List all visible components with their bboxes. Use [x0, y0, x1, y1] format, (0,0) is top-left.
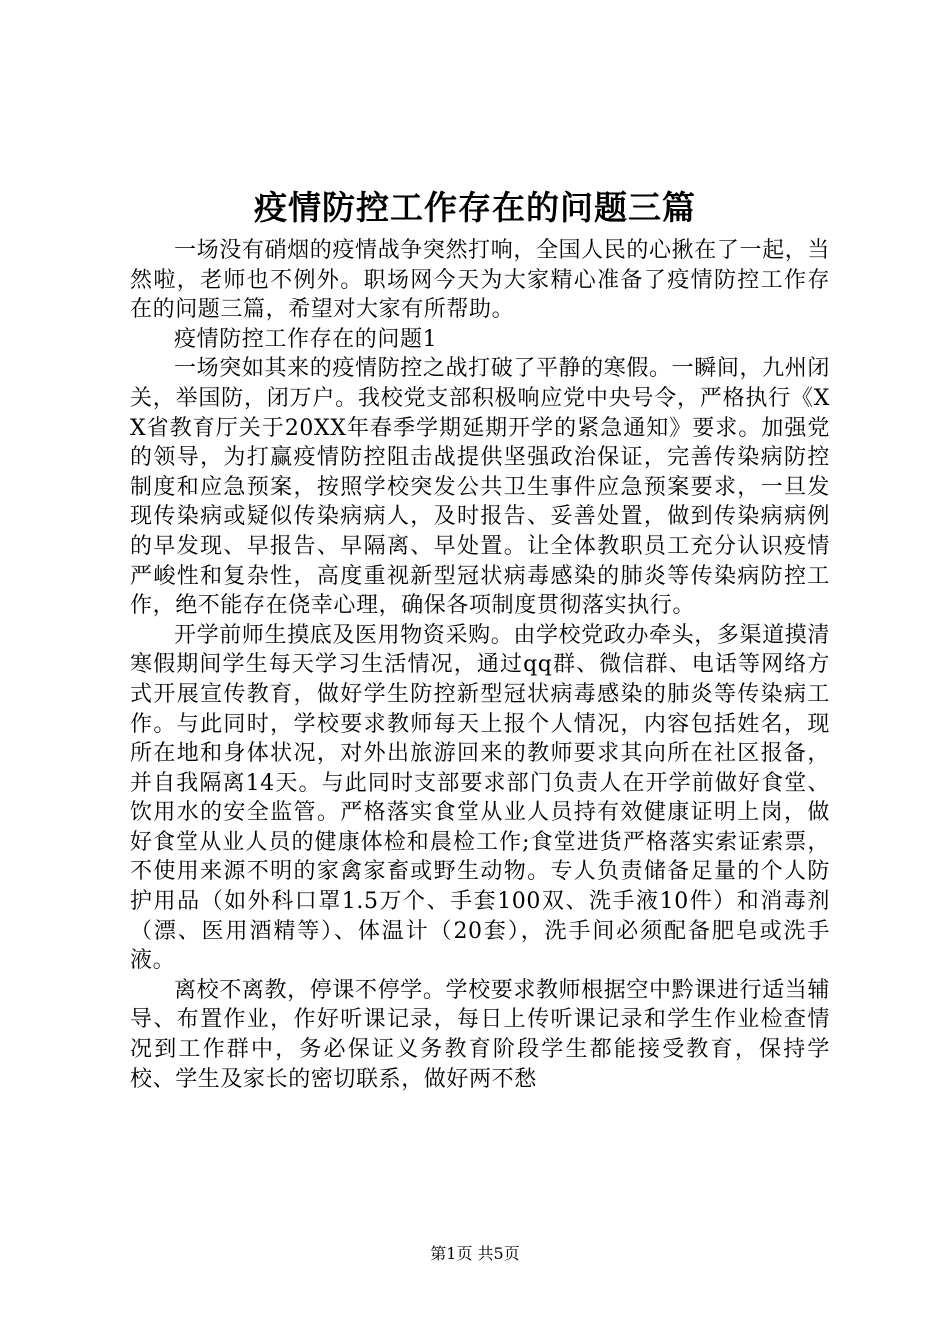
paragraph-section1-b: 开学前师生摸底及医用物资采购。由学校党政办牵头，多渠道摸清寒假期间学生每天学习生活情况，通过qq群、微信群、电话等网络方式开展宣传教育，做好学生防控新型冠状病毒感染的肺炎等传染病工作。与此同时，学校要求教师每天上报个人情况，内容包括姓名，现所在地和身体状况，对外出旅游回来的教师要求其向所在社区报备，并自我隔离14天。与此同时支部要求部门负责人在开学前做好食堂、饮用水的安全监管。严格落实食堂从业人员持有效健康证明上岗，做好食堂从业人员的健康体检和晨检工作;食堂进货严格落实索证索票，不使用来源不明的家禽家畜或野生动物。专人负责储备足量的个人防护用品（如外科口罩1.5万个、手套100双、洗手液10件）和消毒剂（漂、医用酒精等）、体温计（20套），洗手间必须配备肥皂或洗手液。 — [130, 622, 830, 974]
paragraph-intro: 一场没有硝烟的疫情战争突然打响，全国人民的心揪在了一起，当然啦，老师也不例外。职场网今天为大家精心准备了疫情防控工作存在的问题三篇，希望对大家有所帮助。 — [130, 238, 830, 323]
document-body — [130, 236, 830, 1094]
paragraph-section1-a: 一场突如其来的疫情防控之战打破了平静的寒假。一瞬间，九州闭关，举国防，闭万户。我校党支部积极响应党中央号令，严格执行《XX省教育厅关于20XX年春季学期延期开学的紧急通知》要求。加强党的领导，为打赢疫情防控阻击战提供坚强政治保证，完善传染病防控制度和应急预案，按照学校突发公共卫生事件应急预案要求，一旦发现传染病或疑似传染病病人，及时报告、妥善处置，做到传染病病例的早发现、早报告、早隔离、早处置。让全体教职员工充分认识疫情严峻性和复杂性，高度重视新型冠状病毒感染的肺炎等传染病防控工作，绝不能存在侥幸心理，确保各项制度贯彻落实执行。 — [130, 356, 830, 619]
paragraph-section1-c: 离校不离教，停课不停学。学校要求教师根据空中黔课进行适当辅导、布置作业，作好听课记录，每日上传听课记录和学生作业检查情况到工作群中，务必保证义务教育阶段学生都能接受教育，保持学校、学生及家长的密切联系，做好两不愁 — [130, 977, 830, 1092]
document-title: 疫情防控工作存在的问题三篇 — [254, 188, 696, 227]
section-heading-1: 疫情防控工作存在的问题1 — [174, 326, 438, 352]
page-footer: 第1页 共5页 — [430, 1244, 520, 1263]
